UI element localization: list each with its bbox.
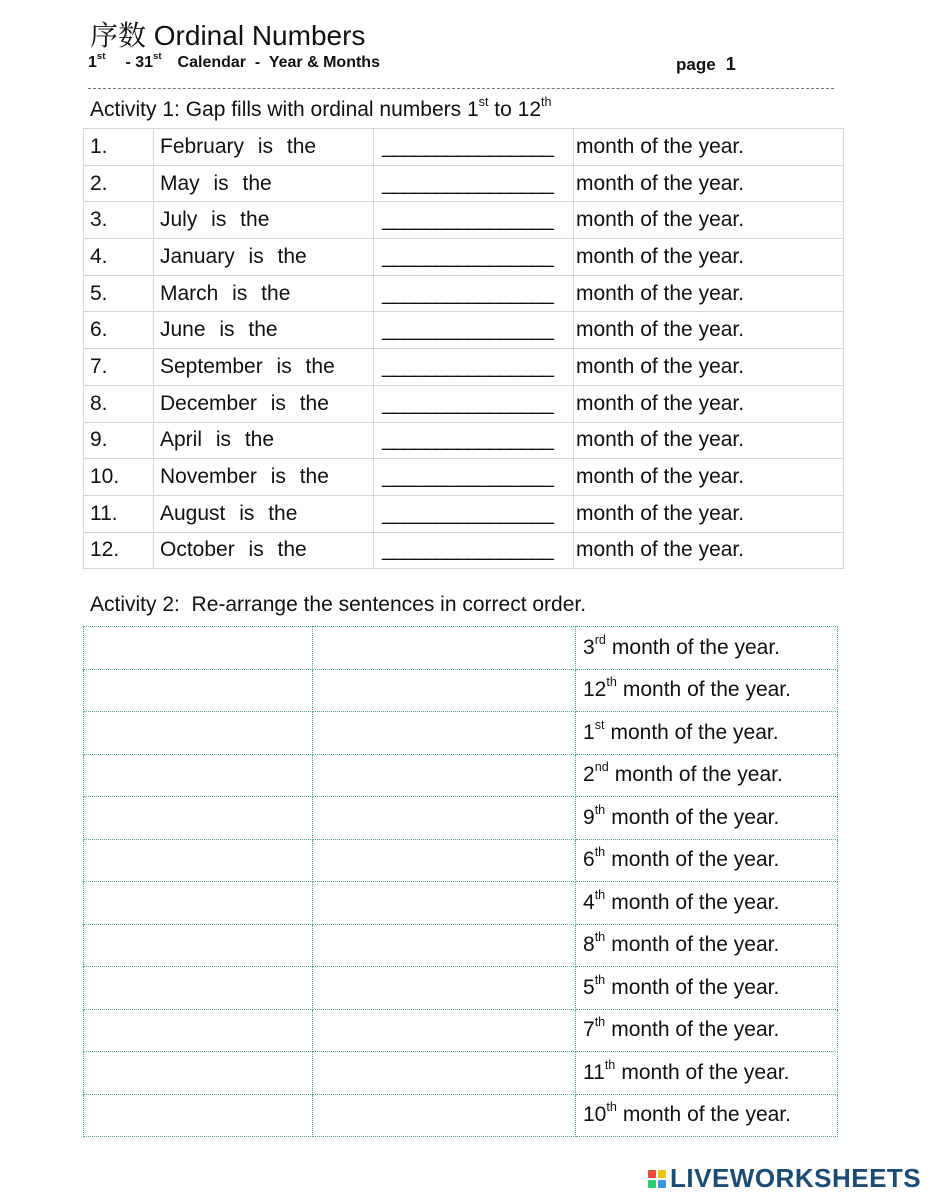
sentence-ending: month of the year. (574, 495, 844, 532)
ordinal-phrase-cell (576, 797, 838, 840)
answer-blank[interactable]: ________________ (374, 349, 574, 386)
activity2-row (84, 1094, 838, 1137)
ordinal-number: 9 (583, 805, 595, 829)
sentence-ending: month of the year. (574, 312, 844, 349)
answer-blank[interactable]: ________________ (374, 422, 574, 459)
ordinal-phrase-cell (576, 1052, 838, 1095)
ordinal-phrase-text: month of the year. (621, 1060, 790, 1084)
logo-square-green (648, 1180, 656, 1188)
sentence-ending: month of the year. (574, 129, 844, 166)
page-label: page (676, 55, 716, 74)
header-divider (88, 88, 834, 89)
ordinal-suffix: th (594, 802, 606, 817)
answer-cell-month[interactable] (84, 712, 313, 755)
answer-blank[interactable]: ________________ (374, 495, 574, 532)
answer-cell-month[interactable] (84, 754, 313, 797)
sentence-ending: month of the year. (574, 459, 844, 496)
question-number: 11. (84, 495, 154, 532)
question-text: May is the (154, 165, 374, 202)
question-text: September is the (154, 349, 374, 386)
ordinal-phrase-cell (576, 924, 838, 967)
activity1-title-mid: to 12 (488, 98, 541, 121)
activity1-row (84, 129, 844, 166)
question-text: February is the (154, 129, 374, 166)
range-end-number: - 31 (125, 54, 154, 71)
activity1-row (84, 459, 844, 496)
question-number: 10. (84, 459, 154, 496)
answer-cell-verb[interactable] (313, 839, 576, 882)
ordinal-phrase-cell (576, 967, 838, 1010)
answer-cell-month[interactable] (84, 882, 313, 925)
question-text: October is the (154, 532, 374, 569)
sentence-ending: month of the year. (574, 165, 844, 202)
ordinal-phrase-cell (576, 882, 838, 925)
activity2-row (84, 924, 838, 967)
activity2-row (84, 669, 838, 712)
activity2-row (84, 967, 838, 1010)
sentence-ending: month of the year. (574, 532, 844, 569)
activity1-row (84, 239, 844, 276)
sentence-ending: month of the year. (574, 202, 844, 239)
answer-cell-month[interactable] (84, 627, 313, 670)
answer-cell-month[interactable] (84, 1052, 313, 1095)
range-start-number: 1 (88, 54, 97, 71)
ordinal-suffix: th (606, 675, 617, 690)
activity1-row (84, 495, 844, 532)
ordinal-number: 11 (583, 1060, 605, 1084)
ordinal-suffix: th (594, 887, 606, 902)
answer-cell-verb[interactable] (313, 882, 576, 925)
question-number: 6. (84, 312, 154, 349)
answer-cell-verb[interactable] (313, 754, 576, 797)
ordinal-phrase-cell (576, 754, 838, 797)
answer-blank[interactable]: ________________ (374, 312, 574, 349)
sentence-ending: month of the year. (574, 422, 844, 459)
ordinal-phrase-text: month of the year. (610, 720, 779, 744)
ordinal-suffix: th (594, 972, 606, 987)
ordinal-number: 7 (583, 1018, 595, 1042)
ordinal-phrase-text: month of the year. (611, 933, 780, 957)
sentence-ending: month of the year. (574, 385, 844, 422)
activity1-table (83, 128, 844, 569)
question-number: 1. (84, 129, 154, 166)
answer-cell-verb[interactable] (313, 967, 576, 1010)
activity1-row (84, 312, 844, 349)
answer-cell-month[interactable] (84, 924, 313, 967)
ordinal-number: 8 (583, 933, 595, 957)
answer-cell-verb[interactable] (313, 1094, 576, 1137)
question-text: June is the (154, 312, 374, 349)
question-text: January is the (154, 239, 374, 276)
question-number: 2. (84, 165, 154, 202)
answer-cell-verb[interactable] (313, 924, 576, 967)
ordinal-suffix: th (594, 845, 606, 860)
answer-cell-verb[interactable] (313, 627, 576, 670)
ordinal-number: 10 (583, 1103, 607, 1127)
ordinal-phrase-cell (576, 712, 838, 755)
subtitle-topic: Calendar - Year & Months (177, 54, 380, 71)
liveworksheets-logo (648, 1163, 921, 1194)
activity2-row (84, 1052, 838, 1095)
activity2-row (84, 754, 838, 797)
activity1-row (84, 275, 844, 312)
ordinal-suffix: nd (594, 760, 609, 775)
answer-cell-month[interactable] (84, 839, 313, 882)
activity1-row (84, 202, 844, 239)
ordinal-phrase-text: month of the year. (611, 975, 780, 999)
sentence-ending: month of the year. (574, 275, 844, 312)
ordinal-suffix: th (604, 1057, 616, 1072)
ordinal-number: 3 (583, 635, 595, 659)
answer-cell-month[interactable] (84, 669, 313, 712)
ordinal-number: 1 (583, 720, 595, 744)
ordinal-number: 5 (583, 975, 595, 999)
question-text: August is the (154, 495, 374, 532)
question-number: 7. (84, 349, 154, 386)
answer-blank[interactable]: ________________ (374, 202, 574, 239)
ordinal-number: 2 (583, 763, 595, 787)
answer-cell-month[interactable] (84, 797, 313, 840)
activity2-row (84, 1009, 838, 1052)
ordinal-suffix: rd (594, 632, 606, 647)
ordinal-phrase-cell (576, 839, 838, 882)
ordinal-number: 6 (583, 848, 595, 872)
sentence-ending: month of the year. (574, 349, 844, 386)
activity2-row (84, 712, 838, 755)
answer-cell-month[interactable] (84, 1094, 313, 1137)
question-number: 12. (84, 532, 154, 569)
activity1-row (84, 422, 844, 459)
page-indicator (676, 54, 736, 75)
ordinal-number: 12 (583, 678, 607, 702)
activity2-row (84, 797, 838, 840)
activity1-row (84, 532, 844, 569)
answer-blank[interactable]: ________________ (374, 165, 574, 202)
answer-blank[interactable]: ________________ (374, 532, 574, 569)
question-text: November is the (154, 459, 374, 496)
question-text: March is the (154, 275, 374, 312)
page-number: 1 (725, 54, 736, 74)
answer-cell-verb[interactable] (313, 1052, 576, 1095)
logo-square-blue (658, 1180, 666, 1188)
answer-blank[interactable]: ________________ (374, 459, 574, 496)
answer-blank[interactable]: ________________ (374, 385, 574, 422)
activity2-table (83, 626, 838, 1137)
ordinal-number: 4 (583, 890, 595, 914)
logo-square-yellow (658, 1170, 666, 1178)
ordinal-suffix: th (594, 930, 606, 945)
ordinal-phrase-text: month of the year. (611, 635, 780, 659)
ordinal-phrase-cell (576, 669, 838, 712)
range-start-suffix: st (96, 50, 106, 62)
answer-cell-verb[interactable] (313, 1009, 576, 1052)
question-text: July is the (154, 202, 374, 239)
sentence-ending: month of the year. (574, 239, 844, 276)
page-title: 序数 Ordinal Numbers (90, 20, 366, 51)
ordinal-phrase-text: month of the year. (614, 763, 783, 787)
ordinal-phrase-cell (576, 1094, 838, 1137)
ordinal-phrase-text: month of the year. (622, 678, 791, 702)
answer-cell-month[interactable] (84, 967, 313, 1010)
ordinal-phrase-text: month of the year. (611, 1018, 780, 1042)
logo-square-red (648, 1170, 656, 1178)
answer-blank[interactable]: ________________ (374, 129, 574, 166)
activity1-title-sup1: st (478, 95, 489, 109)
answer-cell-verb[interactable] (313, 797, 576, 840)
activity2-title: Activity 2: Re-arrange the sentences in correct order. (90, 593, 587, 616)
ordinal-phrase-text: month of the year. (622, 1103, 791, 1127)
activity1-title (90, 95, 552, 122)
question-number: 9. (84, 422, 154, 459)
ordinal-phrase-text: month of the year. (611, 890, 780, 914)
ordinal-phrase-cell (576, 1009, 838, 1052)
activity2-row (84, 627, 838, 670)
range-end-suffix: st (153, 50, 162, 62)
activity1-title-sup2: th (541, 95, 552, 109)
ordinal-suffix: th (606, 1100, 617, 1115)
answer-blank[interactable]: ________________ (374, 275, 574, 312)
ordinal-phrase-text: month of the year. (611, 805, 780, 829)
activity1-row (84, 349, 844, 386)
activity1-row (84, 165, 844, 202)
question-number: 4. (84, 239, 154, 276)
ordinal-suffix: th (594, 1015, 606, 1030)
question-number: 5. (84, 275, 154, 312)
activity1-title-prefix: Activity 1: Gap fills with ordinal numbers 1 (90, 98, 479, 121)
activity1-row (84, 385, 844, 422)
liveworksheets-logo-icon (648, 1170, 666, 1188)
ordinal-phrase-cell (576, 627, 838, 670)
ordinal-suffix: st (594, 717, 605, 732)
subtitle (88, 50, 380, 72)
activity2-row (84, 882, 838, 925)
answer-blank[interactable]: ________________ (374, 239, 574, 276)
activity2-row (84, 839, 838, 882)
ordinal-phrase-text: month of the year. (611, 848, 780, 872)
answer-cell-month[interactable] (84, 1009, 313, 1052)
answer-cell-verb[interactable] (313, 669, 576, 712)
question-text: April is the (154, 422, 374, 459)
brand-name: LIVEWORKSHEETS (670, 1163, 922, 1193)
question-number: 3. (84, 202, 154, 239)
question-number: 8. (84, 385, 154, 422)
answer-cell-verb[interactable] (313, 712, 576, 755)
question-text: December is the (154, 385, 374, 422)
